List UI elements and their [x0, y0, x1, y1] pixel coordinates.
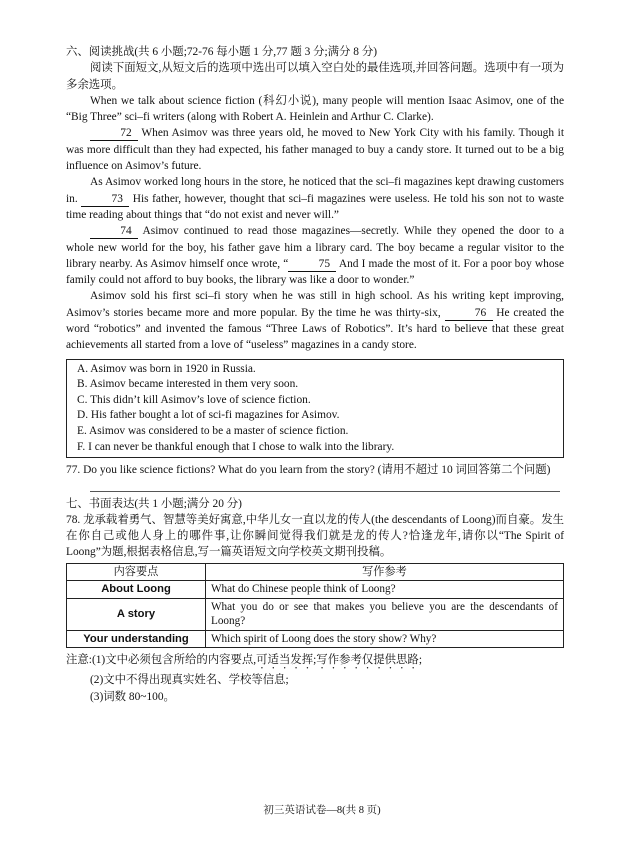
note-1-sep: ; [313, 654, 317, 667]
table-cell-point: About Loong [67, 581, 206, 599]
passage-paragraph-3-text-b: His father, however, thought that sci–fi magazines were useless. He told his son not to waste time reading about things that “do not exist and never will.” [66, 192, 564, 221]
note-1-emphasis-a: 可适当发挥 [256, 654, 314, 667]
blank-75[interactable]: 75 [288, 258, 336, 272]
passage-paragraph-5-text-a: Asimov sold his first sci–fi story when he was still in high school. As his writing kept improving, Asimov’s stories became more and more popular. By the time he was thirty-six, [66, 290, 564, 319]
page-footer: 初三英语试卷—8(共 8 页) [263, 805, 381, 816]
writing-prompt-78: 78. 龙承载着勇气、智慧等美好寓意,中华儿女一直以龙的传人(the descendants of Loong)而自豪。发生在你自己或他人身上的哪件事,让你瞬间觉得我们就是龙的传人?恰逢龙年,请你以“The Spirit of Loong”为题,根据表格信息,写一篇英语短文向学校英文期刊投稿。 [66, 513, 564, 559]
option-b: B. Asimov became interested in them very soon. [77, 378, 299, 391]
passage-paragraph-2-text: When Asimov was three years old, he moved to New York City with his family. Though it was more difficult than they had expected, his father managed to buy a candy store. It turned out to be a big influence on Asimov’s future. [66, 127, 564, 173]
table-cell-point: Your understanding [67, 630, 206, 648]
note-3: (3)词数 80~100。 [90, 691, 175, 704]
blank-72[interactable]: 72 [90, 127, 138, 141]
option-d: D. His father bought a lot of sci-fi magazines for Asimov. [77, 409, 340, 422]
blank-76[interactable]: 76 [445, 307, 493, 321]
answer-line-77[interactable] [90, 479, 560, 492]
section7-title: 七、书面表达(共 1 小题;满分 20 分) [66, 497, 242, 510]
passage-paragraph-1: When we talk about science fiction (科幻小说), many people will mention Isaac Asimov, one of the “Big Three” sci–fi writers (along with Robert A. Heinlein and Arthur C. Clarke). [66, 94, 564, 124]
note-1 [66, 652, 564, 672]
section6-instructions: 阅读下面短文,从短文后的选项中选出可以填入空白处的最佳选项,并回答问题。选项中有一项为多余选项。 [66, 62, 564, 91]
table-cell-reference: What you do or see that makes you believe you are the descendants of Loong? [206, 598, 564, 630]
passage-paragraph-2 [66, 125, 564, 174]
page-content [66, 44, 564, 706]
note-1-end: ; [418, 654, 422, 667]
table-row [67, 630, 564, 648]
note-2: (2)文中不得出现真实姓名、学校等信息; [90, 674, 289, 687]
writing-guide-table [66, 563, 564, 649]
section6-title: 六、阅读挑战(共 6 小题;72-76 每小题 1 分,77 题 3 分;满分 8 分) [66, 46, 378, 58]
table-header-points: 内容要点 [67, 563, 206, 581]
table-row [67, 598, 564, 630]
table-row [67, 581, 564, 599]
question-77: 77. Do you like science fictions? What do you learn from the story? (请用不超过 10 词回答第二个问题) [66, 464, 551, 477]
options-box [66, 359, 564, 459]
option-e: E. Asimov was considered to be a master of science fiction. [77, 425, 349, 438]
passage-paragraph-4-text-a: Asimov continued to read those magazines—secretly. While they opened the door to a whole new world for the boy, his father gave him a library card. The boy became a regular visitor to the library nearby. As Asimov himself once wrote, “ [66, 225, 564, 270]
passage-paragraph-3-text-a: As Asimov worked long hours in the store, he noticed that the sci–fi magazines kept drawing customers in. [66, 176, 564, 205]
table-cell-reference: Which spirit of Loong does the story show? Why? [206, 630, 564, 648]
table-header-row [67, 563, 564, 581]
option-f: F. I can never be thankful enough that I chose to walk into the library. [77, 440, 395, 453]
table-header-reference: 写作参考 [206, 563, 564, 581]
passage-paragraph-4 [66, 223, 564, 288]
note-1-part-a: 注意:(1)文中必须包含所给的内容要点, [66, 654, 257, 667]
passage-paragraph-4-text-b: And I made the most of it. For a poor boy whose family could not afford to buy books, the library was like a door to wonder.” [66, 257, 565, 287]
note-1-emphasis-b: 写作参考仅提供思路 [316, 654, 419, 667]
blank-73[interactable]: 73 [81, 193, 129, 207]
option-c: C. This didn’t kill Asimov’s love of science fiction. [77, 393, 311, 406]
option-a: A. Asimov was born in 1920 in Russia. [77, 362, 256, 375]
table-cell-point: A story [67, 598, 206, 630]
passage-paragraph-5-text-b: He created the word “robotics” and invented the famous “Three Laws of Robotics”. It’s hard to believe that these great achievements all started from a love of “useless” magazines in a candy store. [66, 306, 564, 352]
passage-paragraph-3 [66, 174, 564, 223]
table-cell-reference: What do Chinese people think of Loong? [206, 581, 564, 599]
writing-notes [66, 652, 564, 706]
blank-74[interactable]: 74 [90, 225, 138, 239]
passage-paragraph-5 [66, 288, 564, 353]
